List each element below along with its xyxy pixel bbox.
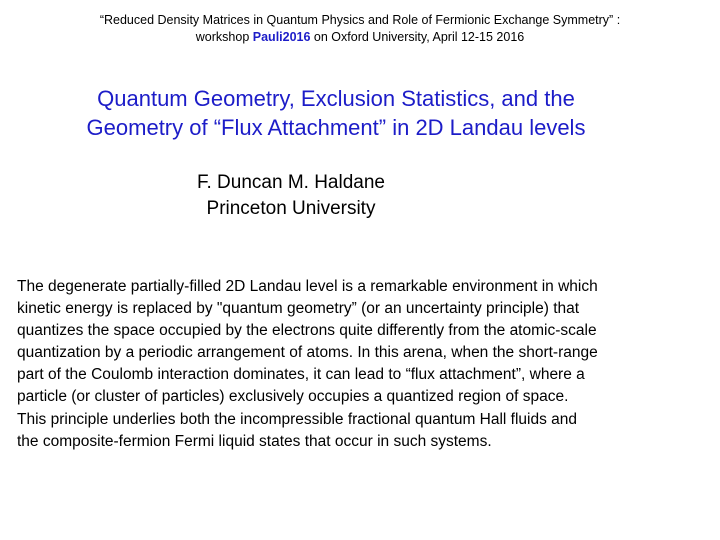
talk-title-line-1: Quantum Geometry, Exclusion Statistics, and the — [97, 86, 575, 111]
talk-title-line-2: Geometry of “Flux Attachment” in 2D Landau levels — [86, 115, 586, 140]
workshop-venue-date: on Oxford University, April 12-15 2016 — [310, 30, 525, 44]
author-block — [0, 170, 582, 222]
workshop-header — [0, 12, 720, 46]
abstract — [17, 276, 717, 453]
abstract-line: quantization by a periodic arrangement of atoms. In this arena, when the short-range — [17, 344, 598, 362]
abstract-line: kinetic energy is replaced by "quantum geometry” (or an uncertainty principle) that — [17, 300, 580, 318]
workshop-prefix: workshop — [195, 30, 253, 44]
abstract-line: part of the Coulomb interaction dominates, it can lead to “flux attachment”, where a — [17, 366, 585, 384]
workshop-info-line — [0, 29, 720, 46]
workshop-name: Pauli2016 — [252, 30, 311, 44]
workshop-title-line: “Reduced Density Matrices in Quantum Physics and Role of Fermionic Exchange Symmetry” : — [99, 13, 621, 27]
abstract-line: The degenerate partially-filled 2D Landau level is a remarkable environment in which — [17, 278, 598, 295]
abstract-line: quantizes the space occupied by the electrons quite differently from the atomic-scale — [17, 322, 597, 340]
abstract-line: the composite-fermion Fermi liquid states that occur in such systems. — [17, 432, 492, 450]
author-affiliation: Princeton University — [206, 198, 376, 219]
abstract-line: This principle underlies both the incompressible fractional quantum Hall fluids and — [17, 410, 578, 428]
abstract-line: particle (or cluster of particles) exclusively occupies a quantized region of space. — [17, 388, 569, 406]
talk-title — [0, 84, 672, 142]
author-name: F. Duncan M. Haldane — [197, 172, 385, 193]
